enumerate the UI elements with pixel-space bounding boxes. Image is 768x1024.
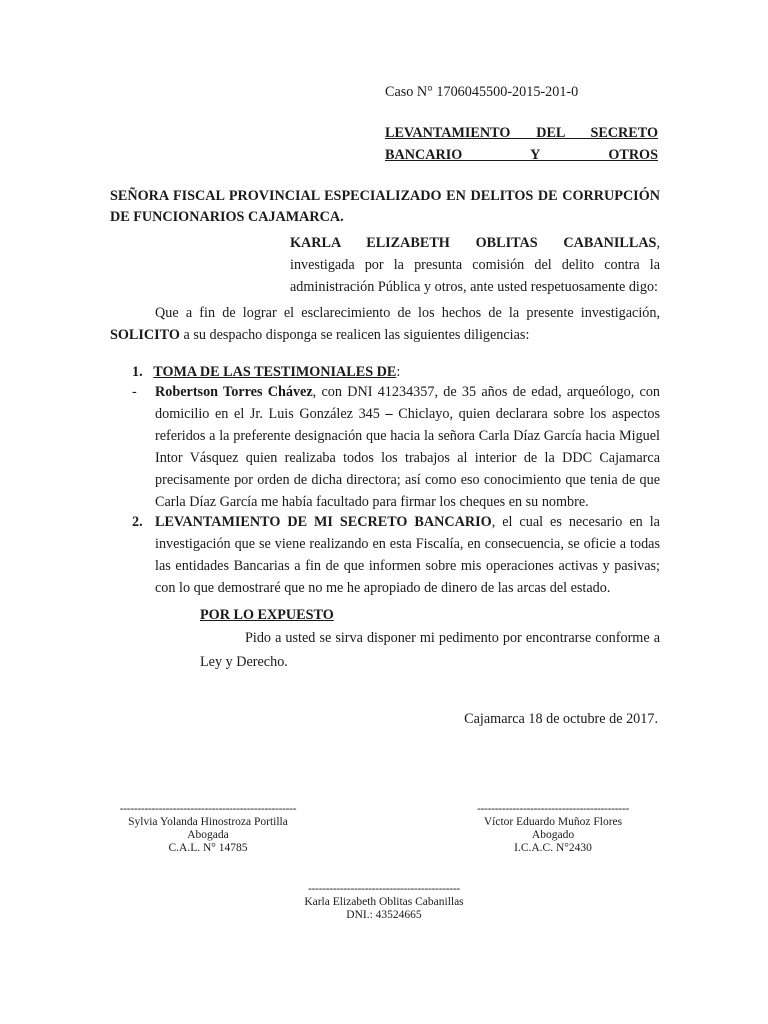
signature-line: ------------------------------------------- (308, 883, 460, 895)
signer-role: Abogado (531, 829, 575, 841)
signature-line: -------------------------------------------------- (119, 803, 297, 815)
signature-block-petitioner (300, 883, 468, 922)
case-number: Caso N° 1706045500-2015-201-0 (385, 84, 579, 100)
petitioner-intro (290, 232, 660, 298)
item-1-title: TOMA DE LAS TESTIMONIALES DE (153, 364, 397, 380)
petitioner-name-line: KARLA ELIZABETH OBLITAS CABANILLAS, (290, 235, 660, 251)
item-2-title: LEVANTAMIENTO DE MI SECRETO BANCARIO (155, 514, 492, 530)
signer-registration: C.A.L. N° 14785 (168, 842, 248, 854)
closing-text: Pido a usted se sirva disponer mi pedimento por encontrarse conforme a Ley y Derecho. (200, 630, 660, 670)
signer-registration: I.C.A.C. N°2430 (514, 842, 592, 854)
signature-block-lawyer-2 (463, 803, 643, 855)
petitioner-name: KARLA ELIZABETH OBLITAS CABANILLAS (290, 235, 657, 251)
request-keyword: SOLICITO (110, 327, 180, 343)
closing-heading: POR LO EXPUESTO (200, 607, 334, 623)
request-paragraph: Que a fin de lograr el esclarecimiento de los hechos de la presente investigación, SOLICITO a su despacho disponga se realicen las siguientes diligencias: (110, 305, 660, 343)
item-1-heading: 1. TOMA DE LAS TESTIMONIALES DE: (132, 364, 401, 380)
signer-role: Abogada (187, 829, 229, 841)
petitioner-intro-text: investigada por la presunta comisión del delito contra la administración Pública y otros, ante usted respetuosamente digo: (290, 257, 660, 295)
document-subject: LEVANTAMIENTO DEL SECRETO BANCARIO Y OTROS (385, 125, 658, 163)
item-2-number: 2. (132, 514, 143, 530)
date-line: Cajamarca 18 de octubre de 2017. (464, 711, 658, 727)
signer-name: Karla Elizabeth Oblitas Cabanillas (304, 896, 464, 908)
witness-name: Robertson Torres Chávez (155, 384, 313, 400)
signer-id: DNI.: 43524665 (346, 909, 422, 921)
item-2-body: LEVANTAMIENTO DE MI SECRETO BANCARIO, el cual es necesario en la investigación que se viene realizando en esta Fiscalía, en consecuencia, se oficie a todas las entidades Bancarias a fin de que informen sobre mis operaciones activas y pasivas; con lo que demostraré que no me he apropiado de dinero de las arcas del estado. (155, 514, 660, 596)
signer-name: Sylvia Yolanda Hinostroza Portilla (128, 816, 288, 828)
signature-block-lawyer-1 (108, 803, 308, 855)
addressee: SEÑORA FISCAL PROVINCIAL ESPECIALIZADO EN DELITOS DE CORRUPCIÓN DE FUNCIONARIOS CAJAMARCA. (110, 188, 660, 225)
bullet-dash: - (132, 384, 137, 400)
item-1-body: Robertson Torres Chávez, con DNI 41234357, de 35 años de edad, arqueólogo, con domicilio en el Jr. Luis González 345 – Chiclayo, quien declarara sobre los aspectos referidos a la preferente designación que hacia la señora Carla Díaz García hacia Miguel Intor Vásquez quien realizaba todos los trabajos al interior de la DDC Cajamarca precisamente por orden de dicha directora; así como eso conocimiento que tenia de que Carla Díaz García me había facultado para firmar los cheques en su nombre. (155, 384, 661, 510)
signature-line: ------------------------------------------- (477, 803, 629, 815)
signer-name: Víctor Eduardo Muñoz Flores (483, 816, 623, 828)
